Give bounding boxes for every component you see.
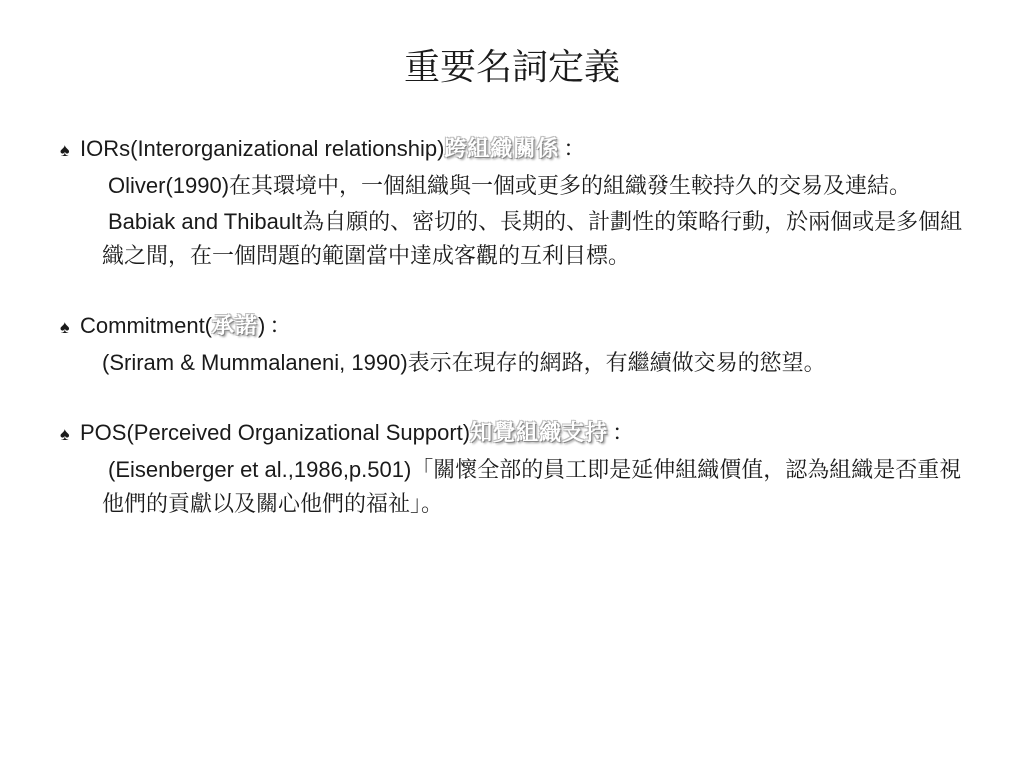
definition-heading — [60, 309, 970, 344]
definition-paragraph: Oliver(1990)在其環境中，一個組織與一個或更多的組織發生較持久的交易及連結。 — [108, 173, 912, 198]
term-colon: ： — [612, 420, 635, 445]
slide-content — [60, 132, 970, 521]
spade-bullet-icon: ♠ — [60, 424, 70, 444]
definition-paragraph: (Sriram & Mummalaneni, 1990)表示在現存的網路，有繼續做交易的慾望。 — [102, 350, 826, 375]
term-en: Commitment( — [80, 313, 213, 338]
spade-bullet-icon: ♠ — [60, 317, 70, 337]
definition-heading — [60, 132, 970, 167]
definition-pos — [60, 416, 970, 521]
definition-commitment — [60, 309, 970, 380]
term-colon: ： — [563, 136, 586, 161]
term-cn: 知覺組織支持 — [470, 420, 609, 445]
term-cn: 跨組織關係 — [444, 136, 560, 161]
definition-paragraph: Babiak and Thibault為自願的、密切的、長期的、計劃性的策略行動，於兩個或是多個組織之間，在一個問題的範圍當中達成客觀的互利目標。 — [102, 209, 963, 268]
term-en: IORs(Interorganizational relationship) — [80, 136, 445, 161]
spade-bullet-icon: ♠ — [60, 140, 70, 160]
slide-title: 重要名詞定義 — [403, 47, 620, 88]
definition-iors — [60, 132, 970, 273]
term-cn: 承諾 — [212, 313, 259, 338]
term-colon: ： — [269, 313, 292, 338]
definition-paragraph: (Eisenberger et al.,1986,p.501)「關懷全部的員工即是延伸組織價值，認為組織是否重視他們的貢獻以及關心他們的福祉」。 — [102, 457, 962, 516]
definition-heading — [60, 416, 970, 451]
term-en: POS(Perceived Organizational Support) — [80, 420, 471, 445]
term-close-paren: ) — [258, 313, 266, 338]
